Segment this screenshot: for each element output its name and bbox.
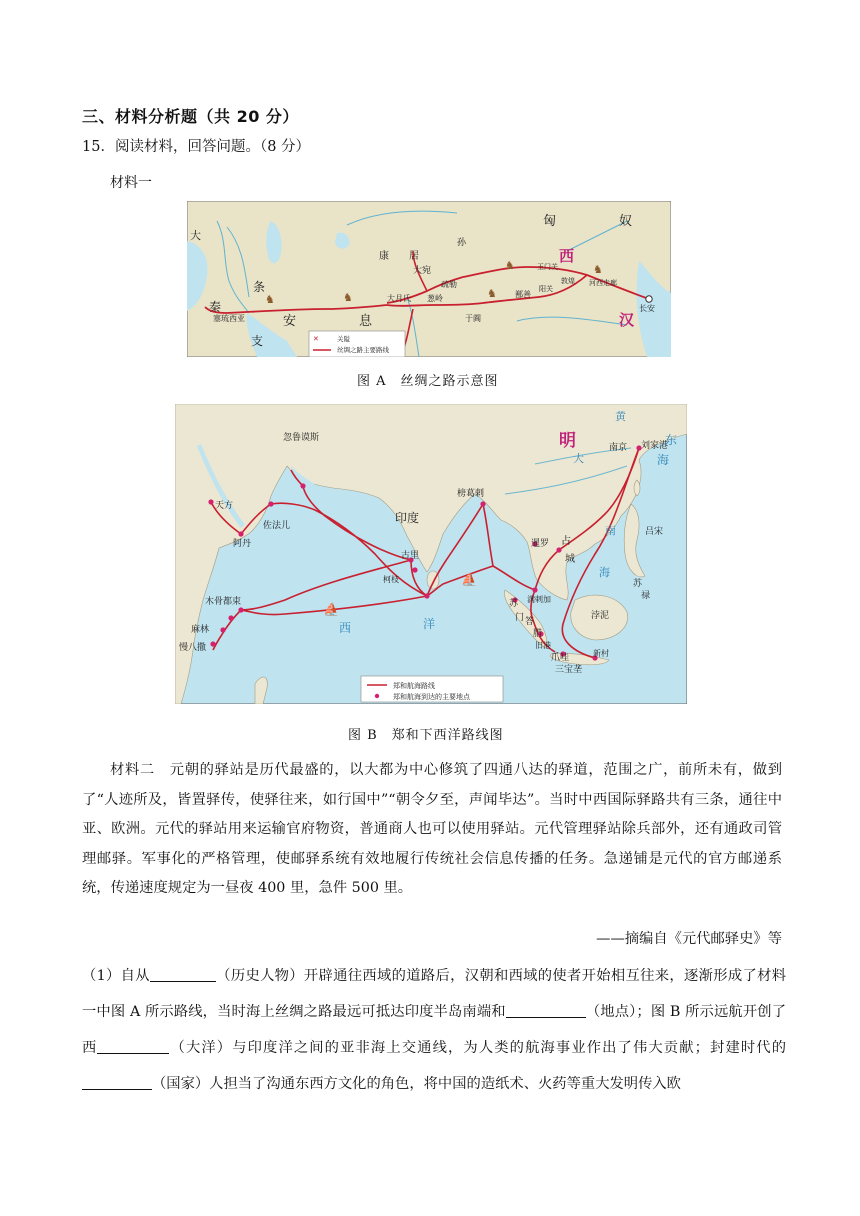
label-zhancheng-1: 占 (561, 536, 571, 547)
ship-icon-1: ⛵ (323, 603, 340, 618)
label-hexi: 河西走廊 (589, 279, 617, 287)
label-hai: 海 (657, 453, 670, 467)
label-india: 印度 (395, 511, 420, 525)
question-1-text-4: （大洋）与印度洋之间的亚非海上交通线，为人类的航海事业作出了伟大贡献；封建时代的 (169, 1040, 787, 1056)
blank-ocean[interactable] (97, 1036, 169, 1054)
point-zufaer (268, 501, 273, 506)
map-b-caption: 图 B 郑和下西洋路线图 (348, 728, 504, 743)
point-manbasa (210, 641, 215, 646)
label-da2: 答 (525, 617, 535, 627)
legend-voyage-route-label: 郑和航海路线 (393, 682, 435, 690)
changan-marker (646, 296, 652, 302)
label-dayuezhi: 大月氏 (387, 294, 411, 303)
camel-icon-1: ♞ (265, 293, 275, 306)
label-shanshan: 鄯善 (515, 290, 531, 299)
label-yutian: 于阗 (465, 314, 481, 323)
ship-icon-2: ⛵ (461, 573, 478, 588)
question-1-text-2: （历史人物）开辟通往西域的道路后，汉朝和西域的使者开始相互往来，逐渐形成了材料一中图 A 所示路线，当时海上丝绸之路最远可抵达印度半岛南端和 (82, 968, 786, 1020)
label-huang: 黄 (615, 410, 626, 423)
label-dunhuang: 敦煌 (561, 277, 575, 285)
label-adan: 阿丹 (233, 539, 252, 549)
point-hormuz (300, 483, 305, 488)
question-1-text-1: （1）自从 (82, 968, 150, 984)
point-adan (238, 531, 243, 536)
label-kezhi: 柯枝 (383, 575, 399, 584)
legend-route-label: 丝绸之路主要路线 (337, 346, 389, 354)
label-da: 大 (573, 452, 584, 465)
label-sanbaolong: 三宝垄 (555, 665, 583, 675)
question-1 (82, 958, 786, 1102)
label-dong: 东 (665, 433, 678, 447)
section-title: 三、材料分析题（共 20 分） (82, 107, 299, 126)
point-malin (220, 627, 225, 632)
silk-road-map (187, 201, 671, 357)
question-1-text-5: （国家）人担当了沟通东西方文化的角色，将中国的造纸术、火药等重大发明传入欧 (152, 1076, 681, 1092)
point-malacca (532, 587, 537, 592)
point-kezhi (412, 567, 417, 572)
label-nan: 南 (605, 524, 616, 537)
label-sulu-1: 苏 (633, 579, 643, 589)
label-xi: 西 (339, 621, 352, 635)
label-zhi: 支 (251, 334, 264, 348)
label-malacca: 满剌加 (527, 595, 551, 604)
material-1-label: 材料一 (110, 175, 152, 191)
legend-pass-label: 关隘 (337, 335, 350, 343)
label-tiao: 条 (253, 280, 266, 294)
label-qin: 秦 (209, 300, 222, 314)
label-liujiagang: 刘家港 (641, 441, 669, 451)
label-xiongnu-1: 匈 (543, 214, 557, 229)
label-xiongnu-2: 奴 (619, 214, 633, 229)
label-anxi-1: 安 (283, 314, 297, 329)
zheng-he-voyage-map (175, 404, 687, 704)
camel-icon-5: ♞ (593, 263, 603, 276)
label-changan: 长安 (639, 304, 655, 313)
label-yang: 洋 (423, 617, 436, 631)
label-men: 门 (515, 613, 525, 623)
label-lusong: 吕宋 (645, 527, 664, 537)
label-malin: 麻林 (191, 625, 210, 635)
label-boni: 浡泥 (591, 611, 610, 621)
blank-country[interactable] (82, 1072, 152, 1090)
label-zufaer: 佐法儿 (263, 521, 291, 531)
point-zhancheng (556, 547, 561, 552)
label-ju: 居 (409, 251, 419, 262)
label-anxi-2: 息 (359, 314, 373, 329)
label-yangguan: 阳关 (539, 285, 553, 293)
point-mugudushu (238, 607, 243, 612)
label-wusun: 孙 (457, 238, 467, 248)
label-ming: 明 (559, 431, 576, 451)
label-congling: 葱岭 (427, 294, 443, 303)
label-hai2: 海 (599, 566, 610, 579)
label-su: 苏 (509, 599, 519, 609)
label-nanjing: 南京 (609, 443, 628, 453)
label-dawan: 大宛 (413, 266, 432, 276)
label-han: 汉 (619, 311, 635, 329)
blank-historical-figure[interactable] (150, 964, 216, 982)
label-bangla: 榜葛剌 (457, 489, 485, 499)
label-manbasa: 慢八撒 (179, 643, 207, 653)
label-mugudushu: 木骨都束 (205, 597, 242, 607)
label-sulu-2: 禄 (641, 591, 651, 601)
label-kang: 康 (379, 251, 389, 262)
label-tianfang: 天方 (215, 501, 234, 511)
map-a-caption: 图 A 丝绸之路示意图 (357, 374, 499, 389)
label-la: 腊 (533, 629, 543, 639)
label-hormuz: 忽鲁谟斯 (283, 433, 320, 443)
material-2-passage: 材料二 元朝的驿站是历代最盛的，以大都为中心修筑了四通八达的驿道，范围之广，前所未有，做到了“人迹所及，皆置驿传，使驿往来，如行国中”“朝令夕至，声闻毕达”。当时中西国际驿路共有三条，通往中亚、欧洲。元代的驿站用来运输官府物资，普通商人也可以使用驿站。元代管理驿站除兵部外，还有通政司管理邮驿。军事化的严格管理，使邮驿系统有效地履行传统社会信息传播的任务。急递铺是元代的官方邮递系统，传递速度规定为一昼夜 400 里，急件 500 里。 (82, 762, 782, 896)
camel-icon-4: ♞ (505, 259, 515, 272)
label-jiugang: 旧港 (535, 641, 551, 650)
label-da: 大 (190, 229, 201, 242)
label-guli: 古里 (401, 551, 420, 561)
camel-icon-2: ♞ (343, 291, 353, 304)
label-zhaowa: 爪哇 (551, 653, 570, 663)
label-shule: 疏勒 (441, 280, 457, 289)
label-yumenguan: 玉门关 (537, 263, 558, 271)
point-ceylon (424, 593, 429, 598)
camel-icon-3: ♞ (487, 287, 497, 300)
point-mugudushu-2 (228, 615, 233, 620)
question-15-heading: 15．阅读材料，回答问题。（8 分） (82, 139, 311, 155)
label-xincun: 新村 (593, 649, 609, 658)
point-tianfang (208, 499, 213, 504)
label-xianluo: 暹罗 (531, 539, 550, 549)
pass-icon: ✕ (313, 335, 319, 343)
blank-location[interactable] (506, 1000, 586, 1018)
legend-voyage-point-label: 郑和航海到达的主要地点 (393, 693, 470, 701)
label-sailiuxiya: 塞琉西亚 (213, 314, 245, 323)
label-xi: 西 (559, 247, 575, 265)
label-zhancheng-2: 城 (565, 554, 575, 565)
question-1-text-3: （地点）；图 B 所示远航开创了西 (82, 1004, 786, 1056)
point-bangla (480, 501, 485, 506)
material-2-source: ——摘编自《元代邮驿史》等 (596, 931, 782, 947)
